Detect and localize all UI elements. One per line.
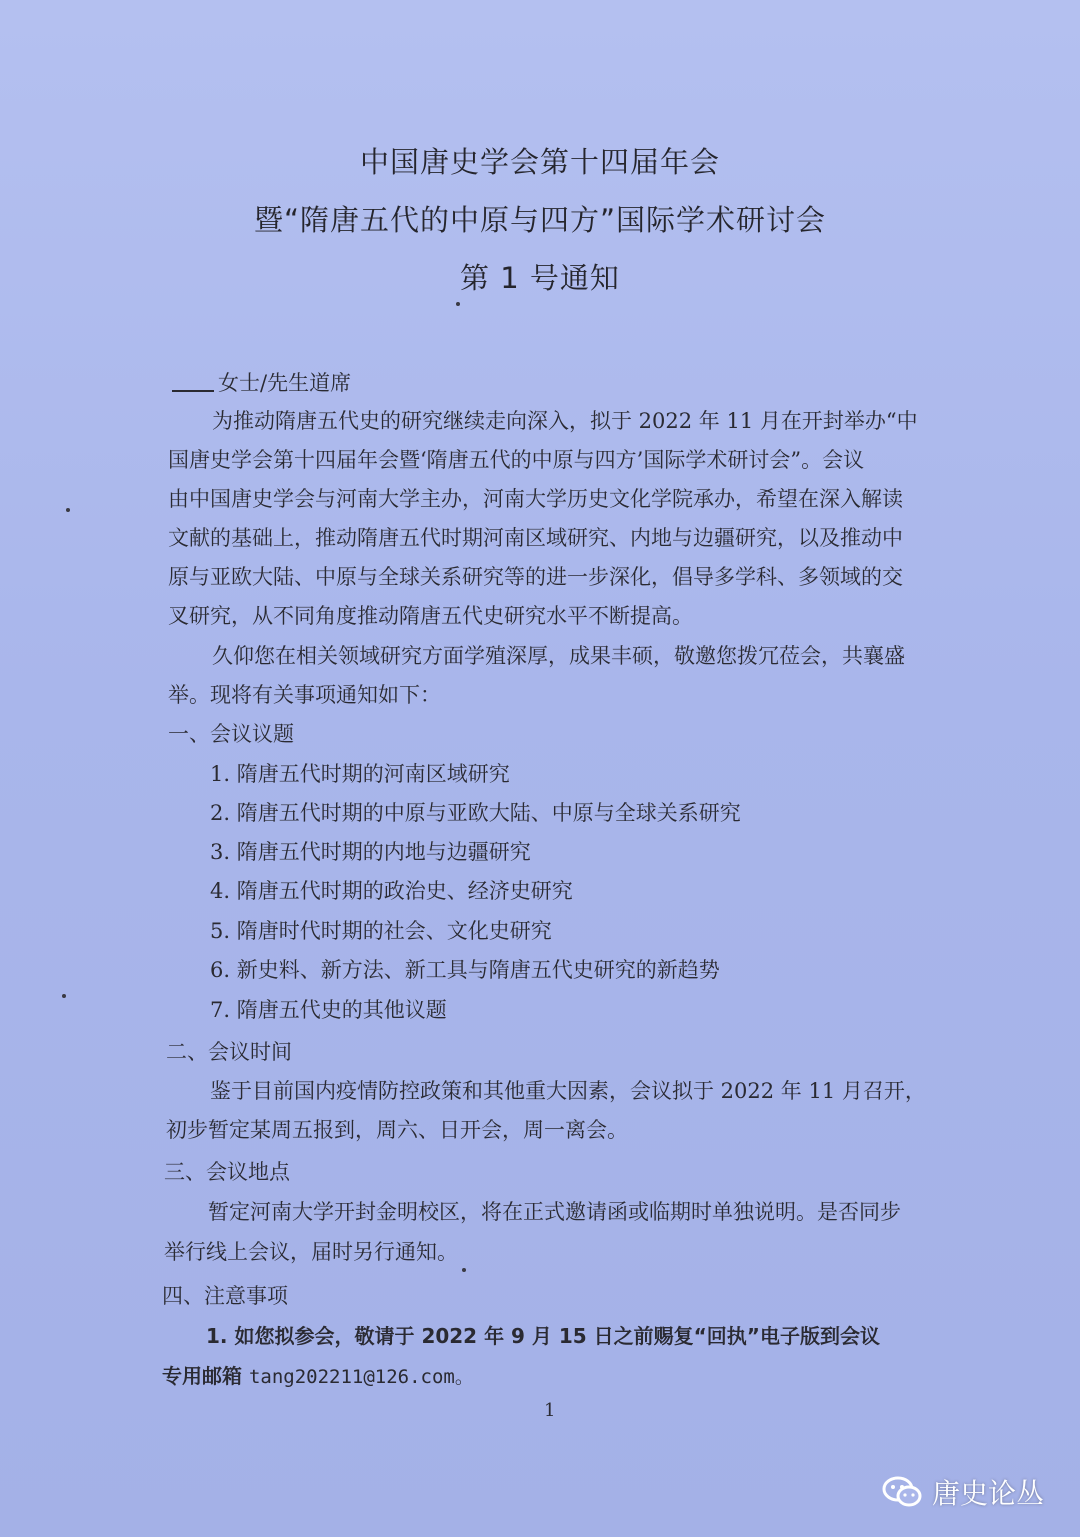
topic-item: 7. 隋唐五代史的其他议题	[210, 998, 447, 1022]
section-heading: 三、会议地点	[164, 1160, 290, 1184]
para1-line: 文献的基础上，推动隋唐五代时期河南区域研究、内地与边疆研究，以及推动中	[168, 526, 903, 550]
section-body-line: 暂定河南大学开封金明校区，将在正式邀请函或临期时单独说明。是否同步	[208, 1200, 901, 1224]
topic-item: 3. 隋唐五代时期的内地与边疆研究	[210, 840, 531, 864]
email-address: tang202211@126.com。	[248, 1366, 474, 1388]
para1-line: 由中国唐史学会与河南大学主办，河南大学历史文化学院承办，希望在深入解读	[168, 487, 903, 511]
speck	[62, 994, 66, 998]
notice-line	[162, 1360, 474, 1389]
section-body-line: 初步暂定某周五报到，周六、日开会，周一离会。	[166, 1118, 628, 1142]
notice-line: 1. 如您拟参会，敬请于 2022 年 9 月 15 日之前赐复“回执”电子版到会议	[206, 1324, 880, 1348]
speck	[66, 508, 70, 512]
watermark-label: 唐史论丛	[931, 1477, 1044, 1510]
section-heading: 四、注意事项	[162, 1284, 288, 1308]
topic-item: 2. 隋唐五代时期的中原与亚欧大陆、中原与全球关系研究	[210, 801, 741, 825]
topic-item: 5. 隋唐时代时期的社会、文化史研究	[210, 919, 552, 943]
speck	[462, 1268, 466, 1272]
para1-line: 为推动隋唐五代史的研究继续走向深入，拟于 2022 年 11 月在开封举办“中	[212, 409, 918, 433]
title-line-3: 第 1 号通知	[460, 261, 620, 295]
salutation: 女士/先生道席	[172, 367, 351, 397]
page-number: 1	[544, 1400, 556, 1421]
para1-line: 叉研究，从不同角度推动隋唐五代史研究水平不断提高。	[168, 604, 693, 628]
para1-line: 国唐史学会第十四届年会暨‘隋唐五代的中原与四方’国际学术研讨会”。会议	[168, 448, 865, 472]
topic-item: 6. 新史料、新方法、新工具与隋唐五代史研究的新趋势	[210, 958, 720, 982]
para1-line: 原与亚欧大陆、中原与全球关系研究等的进一步深化，倡导多学科、多领域的交	[168, 565, 903, 589]
topic-item: 4. 隋唐五代时期的政治史、经济史研究	[210, 879, 573, 903]
speck	[456, 302, 460, 306]
section-body-line: 鉴于目前国内疫情防控政策和其他重大因素，会议拟于 2022 年 11 月召开，	[210, 1079, 926, 1103]
section-heading: 一、会议议题	[168, 722, 294, 746]
para2-line: 久仰您在相关领域研究方面学殖深厚，成果丰硕，敬邀您拨冗莅会，共襄盛	[212, 644, 905, 668]
title-line-2: 暨“隋唐五代的中原与四方”国际学术研讨会	[253, 203, 827, 237]
email-label: 专用邮箱	[162, 1364, 249, 1388]
name-blank	[172, 390, 214, 392]
para2-line: 举。现将有关事项通知如下：	[168, 683, 441, 707]
section-heading: 二、会议时间	[166, 1040, 292, 1064]
account-watermark	[882, 1472, 1044, 1512]
topic-item: 1. 隋唐五代时期的河南区域研究	[210, 762, 510, 786]
section-body-line: 举行线上会议，届时另行通知。	[164, 1240, 458, 1264]
wechat-icon	[882, 1475, 922, 1509]
title-line-1: 中国唐史学会第十四届年会	[359, 145, 720, 179]
